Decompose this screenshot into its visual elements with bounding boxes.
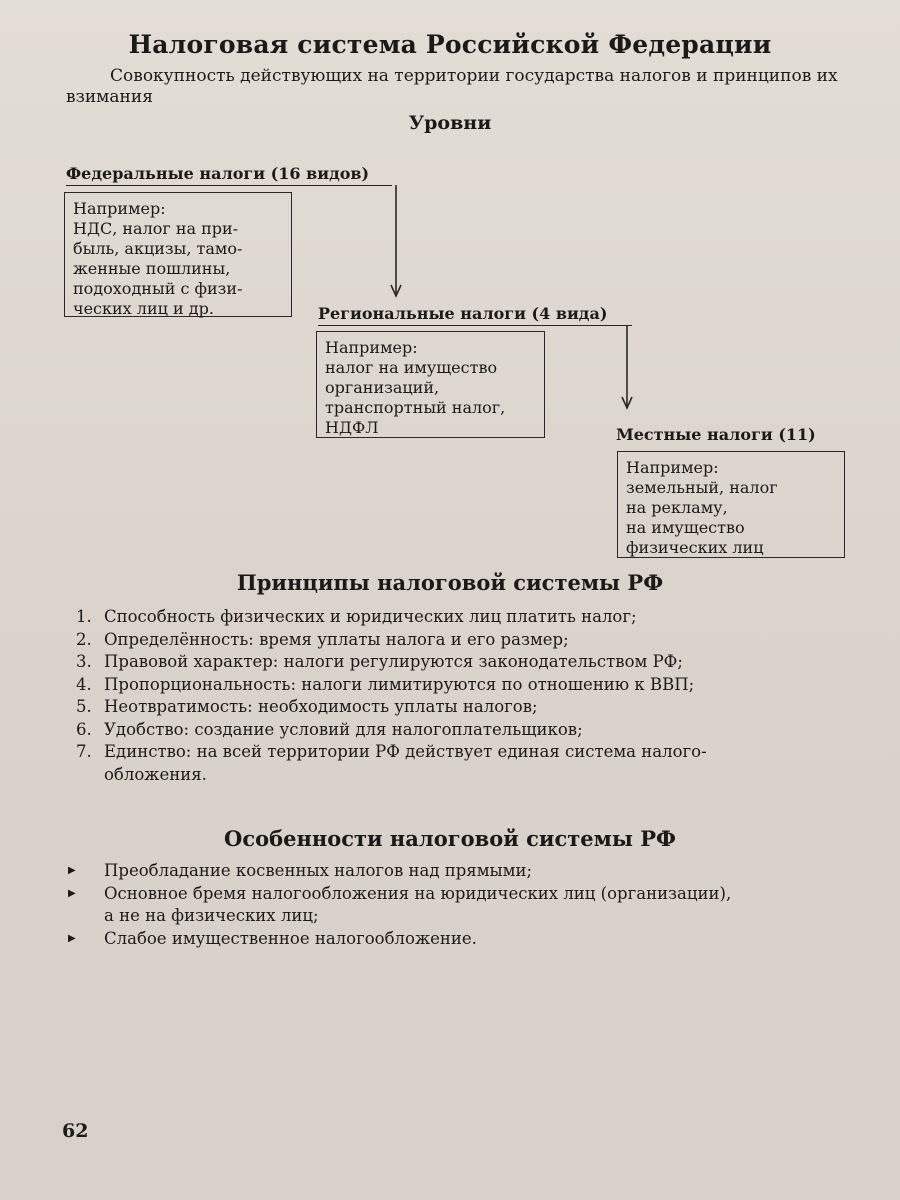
triangle-right-icon: ▶ bbox=[68, 865, 76, 876]
list-item: 4. Пропорциональность: налоги лимитируются по отношению к ВВП; bbox=[76, 674, 695, 694]
principles-heading: Принципы налоговой системы РФ bbox=[236, 570, 664, 595]
features-list bbox=[66, 860, 856, 950]
list-item: 1. Способность физических и юридических лиц платить налог; bbox=[76, 607, 637, 626]
regional-example-box: Например: налог на имущество организаций, транспортный налог, НДФЛ bbox=[316, 331, 545, 438]
list-item: 5. Неотвратимость: необходимость уплаты налогов; bbox=[76, 697, 538, 716]
list-item: ▶ Основное бремя налогообложения на юридических лиц (организации), а не на физических лиц; bbox=[66, 883, 856, 928]
arrow-down-icon bbox=[388, 185, 404, 299]
federal-taxes-heading: Федеральные налоги (16 видов) bbox=[66, 164, 370, 183]
definition-text: Совокупность действующих на территории государства налогов и принципов их взимания bbox=[66, 66, 838, 107]
list-item: 3. Правовой характер: налоги регулируются законодательством РФ; bbox=[76, 652, 683, 671]
features-heading: Особенности налоговой системы РФ bbox=[224, 826, 676, 851]
arrow-down-icon bbox=[619, 325, 635, 411]
principles-list bbox=[76, 606, 856, 786]
page-title: Налоговая система Российской Федерации bbox=[128, 30, 772, 59]
levels-heading: Уровни bbox=[408, 112, 492, 134]
list-item: ▶ Слабое имущественное налогообложение. bbox=[66, 928, 856, 951]
list-item: 6. Удобство: создание условий для налогоплательщиков; bbox=[76, 719, 583, 739]
list-item: ▶ Преобладание косвенных налогов над прямыми; bbox=[66, 860, 856, 883]
regional-underline bbox=[318, 325, 632, 326]
regional-taxes-heading: Региональные налоги (4 вида) bbox=[318, 304, 608, 323]
federal-underline bbox=[66, 185, 392, 186]
page-number: 62 bbox=[62, 1120, 89, 1142]
triangle-right-icon: ▶ bbox=[68, 932, 76, 944]
federal-example-box: Например: НДС, налог на при- быль, акцизы, тамо- женные пошлины, подоходный с физи- ческих лиц и др. bbox=[64, 192, 292, 317]
triangle-right-icon: ▶ bbox=[68, 887, 76, 899]
local-example-box: Например: земельный, налог на рекламу, на имущество физических лиц bbox=[617, 451, 845, 558]
list-item: 2. Определённость: время уплаты налога и его размер; bbox=[76, 629, 569, 649]
local-taxes-heading: Местные налоги (11) bbox=[616, 425, 816, 444]
list-item: 7. Единство: на всей территории РФ действует единая система налого- обложения. bbox=[76, 742, 707, 784]
